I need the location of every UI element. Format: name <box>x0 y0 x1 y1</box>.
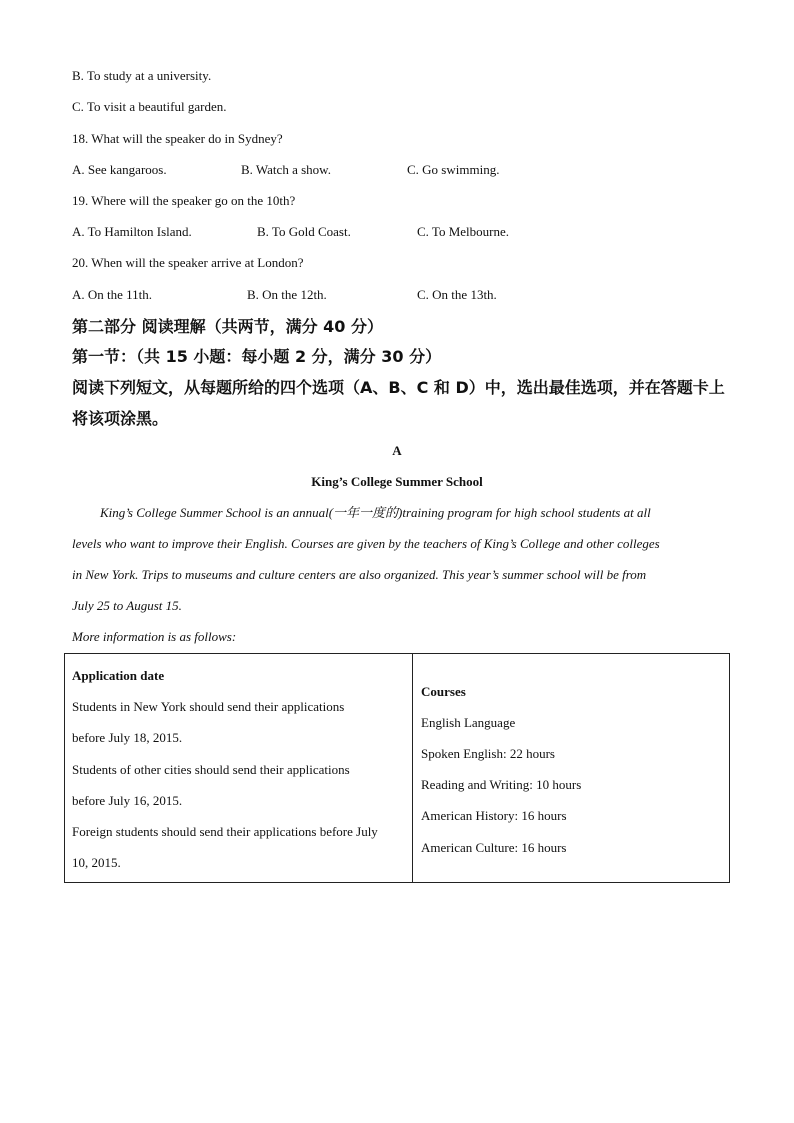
paragraph-line: levels who want to improve their English. Courses are given by the teachers of King’s College and other colleges <box>72 536 660 551</box>
courses-heading: Courses <box>421 684 466 699</box>
course-item: Spoken English: 22 hours <box>421 746 555 761</box>
q19-option-b: B. To Gold Coast. <box>257 224 351 239</box>
application-line: Students in New York should send their applications <box>72 699 345 714</box>
application-line: 10, 2015. <box>72 855 121 870</box>
q19-option-c: C. To Melbourne. <box>417 224 510 239</box>
paragraph-line: July 25 to August 15. <box>72 598 182 613</box>
table-divider <box>412 654 413 882</box>
paragraph-line: in New York. Trips to museums and culture centers are also organized. This year’s summer school will be from <box>72 567 647 582</box>
q17-option-c: C. To visit a beautiful garden. <box>72 99 227 114</box>
q18-option-b: B. Watch a show. <box>241 162 331 177</box>
q18-option-c: C. Go swimming. <box>407 162 500 177</box>
course-item: American History: 16 hours <box>421 808 567 823</box>
q20-question: 20. When will the speaker arrive at London? <box>72 255 304 270</box>
application-line: before July 18, 2015. <box>72 730 183 745</box>
application-line: Students of other cities should send their applications <box>72 762 350 777</box>
q18-question: 18. What will the speaker do in Sydney? <box>72 131 283 146</box>
paragraph-line: King’s College Summer School is an annual(一年一度的)training program for high school students at all <box>100 505 651 520</box>
q20-option-a: A. On the 11th. <box>72 287 153 302</box>
instruction-line-1: 阅读下列短文，从每题所给的四个选项（A、B、C 和 D）中，选出最佳选项，并在答题卡上 <box>72 378 725 397</box>
passage-title: King’s College Summer School <box>311 474 483 489</box>
passage-letter: A <box>392 443 402 458</box>
q19-option-a: A. To Hamilton Island. <box>72 224 192 239</box>
q19-question: 19. Where will the speaker go on the 10th? <box>72 193 296 208</box>
q17-option-b: B. To study at a university. <box>72 68 212 83</box>
instruction-line-2: 将该项涂黑。 <box>72 409 169 428</box>
section-title: 第一节：（共 15 小题：每小题 2 分，满分 30 分） <box>72 347 442 366</box>
course-item: Reading and Writing: 10 hours <box>421 777 582 792</box>
application-date-heading: Application date <box>72 668 165 683</box>
info-table <box>64 653 730 883</box>
part-title: 第二部分 阅读理解（共两节，满分 40 分） <box>72 317 383 336</box>
application-line: before July 16, 2015. <box>72 793 183 808</box>
application-line: Foreign students should send their applications before July <box>72 824 378 839</box>
q18-option-a: A. See kangaroos. <box>72 162 167 177</box>
q20-option-c: C. On the 13th. <box>417 287 497 302</box>
course-item: American Culture: 16 hours <box>421 840 567 855</box>
more-info-label: More information is as follows: <box>72 629 237 644</box>
q20-option-b: B. On the 12th. <box>247 287 327 302</box>
course-item: English Language <box>421 715 516 730</box>
